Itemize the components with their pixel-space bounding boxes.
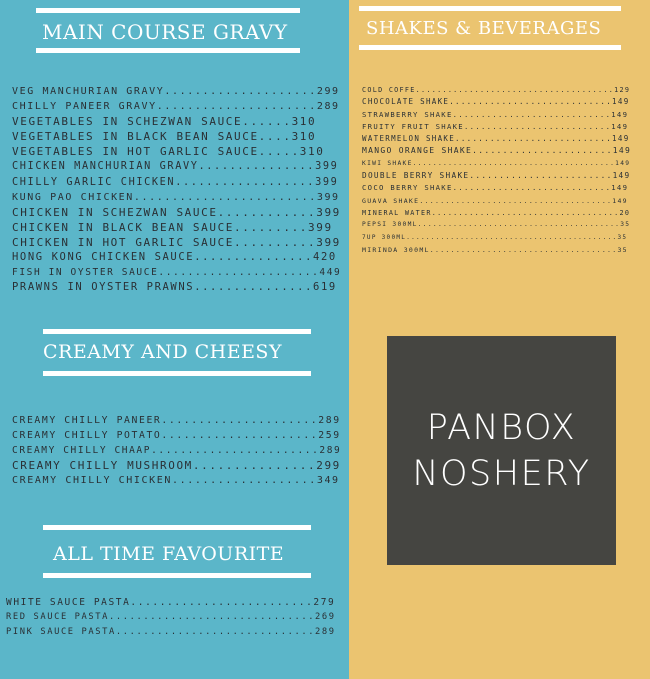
menu-item: STRAWBERRY SHAKE............................149 (362, 109, 629, 119)
menu-item: KIWI SHAKE........................................149 (362, 159, 631, 167)
divider (36, 48, 300, 53)
menu-item: MINERAL WATER...................................20 (362, 208, 631, 217)
menu-item: CHICKEN IN HOT GARLIC SAUCE..........399 (12, 235, 341, 249)
divider (36, 8, 300, 13)
logo-text (412, 405, 590, 497)
menu-item: CHICKEN IN BLACK BEAN SAUCE.........399 (12, 220, 333, 234)
menu-item: CREAMY CHILLY MUSHROOM...............299 (12, 459, 341, 473)
menu-item: RED SAUCE PASTA..............................269 (6, 612, 336, 623)
divider (359, 45, 621, 50)
menu-item: PRAWNS IN OYSTER PRAWNS...............619 (12, 281, 337, 294)
divider (43, 371, 311, 376)
menu-item: MANGO ORANGE SHAKE.......................149 (362, 146, 632, 156)
shakes-and-beverages-list (362, 84, 632, 256)
menu-item: PEPSI 300ML........................................35 (362, 221, 631, 229)
main-course-gravy-list (12, 84, 342, 295)
menu-item: COCO BERRY SHAKE............................149 (362, 183, 629, 193)
menu-item: HONG KONG CHICKEN SAUCE...............420 (12, 251, 337, 264)
menu-item: CREAMY CHILLY PANEER.....................289 (12, 415, 341, 426)
menu-item: CHICKEN IN SCHEZWAN SAUCE............399 (12, 205, 341, 219)
menu-item: PINK SAUCE PASTA.............................289 (6, 627, 336, 638)
menu-item: CREAMY CHILLY POTATO.....................259 (12, 430, 341, 442)
section-title-shakes-and-beverages: SHAKES & BEVERAGES (366, 18, 602, 39)
all-time-favourite-list (6, 595, 336, 640)
menu-item: COLD COFFE.....................................129 (362, 86, 631, 94)
section-title-all-time-favourite: ALL TIME FAVOURITE (53, 543, 285, 565)
divider (43, 525, 311, 530)
menu-item: VEGETABLES IN SCHEZWAN SAUCE......310 (12, 115, 317, 129)
menu-item: 7UP 300ML...........................................35 (362, 233, 628, 241)
menu-item: FRUITY FRUIT SHAKE..........................149 (362, 121, 629, 131)
menu-item: VEG MANCHURIAN GRAVY....................299 (12, 86, 340, 97)
menu-item: KUNG PAO CHICKEN........................399 (12, 191, 340, 203)
divider (359, 6, 621, 11)
section-title-main-course-gravy: MAIN COURSE GRAVY (42, 20, 288, 44)
logo-box (387, 336, 616, 565)
menu-item: DOUBLE BERRY SHAKE........................149 (362, 171, 631, 181)
divider (43, 329, 311, 334)
menu-item: CREAMY CHILLY CHAAP.......................289 (12, 445, 342, 457)
menu-item: VEGETABLES IN HOT GARLIC SAUCE.....310 (12, 145, 325, 159)
menu-item: FISH IN OYSTER SAUCE......................449 (12, 267, 342, 279)
divider (43, 573, 311, 578)
menu-item: CREAMY CHILLY CHICKEN...................349 (12, 475, 340, 487)
section-title-creamy-and-cheesy: CREAMY AND CHEESY (43, 341, 282, 363)
menu-item: WHITE SAUCE PASTA.........................279 (6, 597, 336, 608)
menu-item: CHOCOLATE SHAKE............................149 (362, 97, 630, 107)
menu-item: WATERMELON SHAKE...........................149 (362, 134, 630, 144)
creamy-and-cheesy-list (12, 413, 342, 488)
menu-item: MIRINDA 300ML....................................35 (362, 245, 628, 254)
menu-item: GUAVA SHAKE.....................................149 (362, 196, 628, 205)
menu-item: CHICKEN MANCHURIAN GRAVY...............399 (12, 160, 339, 173)
menu-item: CHILLY GARLIC CHICKEN..................399 (12, 175, 339, 188)
menu-item: VEGETABLES IN BLACK BEAN SAUCE....310 (12, 130, 317, 144)
logo-line-2: NOSHERY (412, 453, 591, 494)
menu-item: CHILLY PANEER GRAVY.....................289 (12, 101, 340, 113)
logo-line-1: PANBOX (426, 407, 577, 448)
